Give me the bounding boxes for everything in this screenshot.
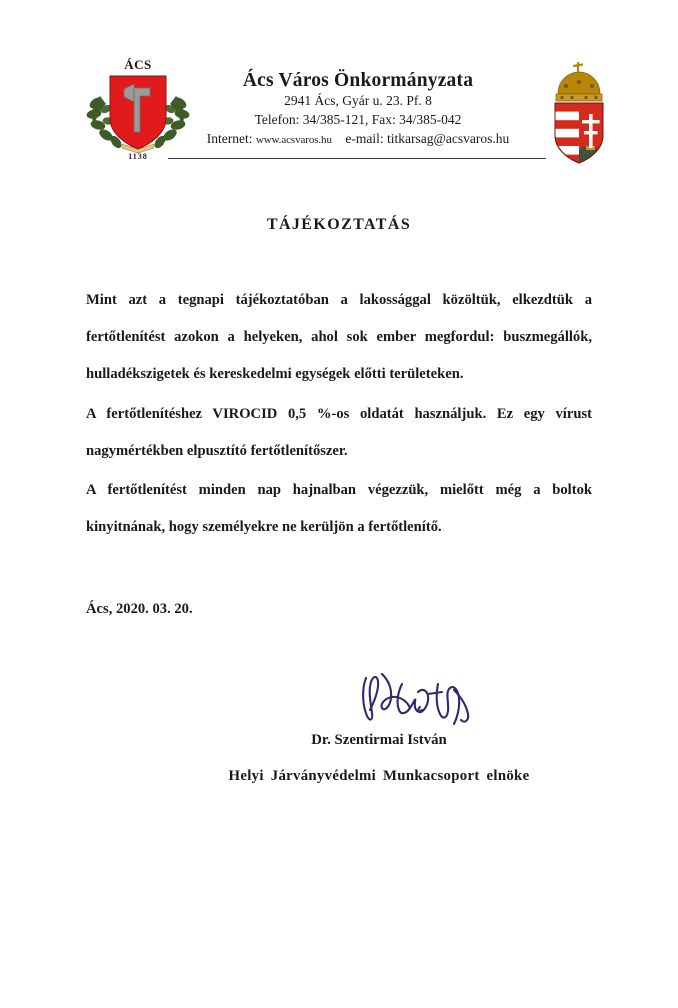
signer-name: Dr. Szentirmai István	[311, 732, 447, 749]
organisation-phone-fax: Telefon: 34/385-121, Fax: 34/385-042	[254, 112, 462, 128]
organisation-name: Ács Város Önkormányzata	[242, 70, 474, 91]
signer-role: Helyi Járványvédelmi Munkacsoport elnöke	[228, 768, 530, 785]
handwritten-signature-icon	[358, 670, 488, 732]
page-title: TÁJÉKOZTATÁS	[266, 216, 412, 233]
website-link[interactable]: www.acsvaros.hu	[255, 133, 332, 146]
signature-block	[0, 670, 678, 820]
organisation-internet-email	[170, 130, 546, 149]
organisation-block	[170, 70, 546, 148]
body-paragraph: A fertőtlenítéshez VIROCID 0,5 %-os oldatát használjuk. Ez egy vírust nagymértékben elpusztító fertőtlenítőszer.	[86, 405, 592, 459]
hungary-coat-of-arms-icon	[548, 60, 610, 164]
email-label: e-mail:	[345, 130, 384, 146]
document-body	[86, 282, 592, 546]
body-paragraph: Mint azt a tegnapi tájékoztatóban a lakossággal közöltük, elkezdtük a fertőtlenítést azokon a helyeken, ahol sok ember megfordul: buszmegállók, hulladékszigetek és kereskedelmi egységek előtti területeken.	[86, 292, 592, 383]
svg-text:ÁCS: ÁCS	[124, 57, 152, 72]
document-page	[0, 48, 678, 1008]
header-divider	[168, 158, 546, 159]
body-paragraph: A fertőtlenítést minden nap hajnalban végezzük, mielőtt még a boltok kinyitnának, hogy személyekre ne kerüljön a fertőtlenítő.	[86, 482, 592, 536]
organisation-address: 2941 Ács, Gyár u. 23. Pf. 8	[284, 93, 432, 109]
svg-text:1138: 1138	[128, 152, 148, 161]
letterhead-header	[0, 48, 678, 170]
internet-label: Internet:	[206, 130, 253, 146]
email-address[interactable]: titkarsag@acsvaros.hu	[386, 130, 510, 146]
date-line: Ács, 2020. 03. 20.	[86, 601, 193, 618]
